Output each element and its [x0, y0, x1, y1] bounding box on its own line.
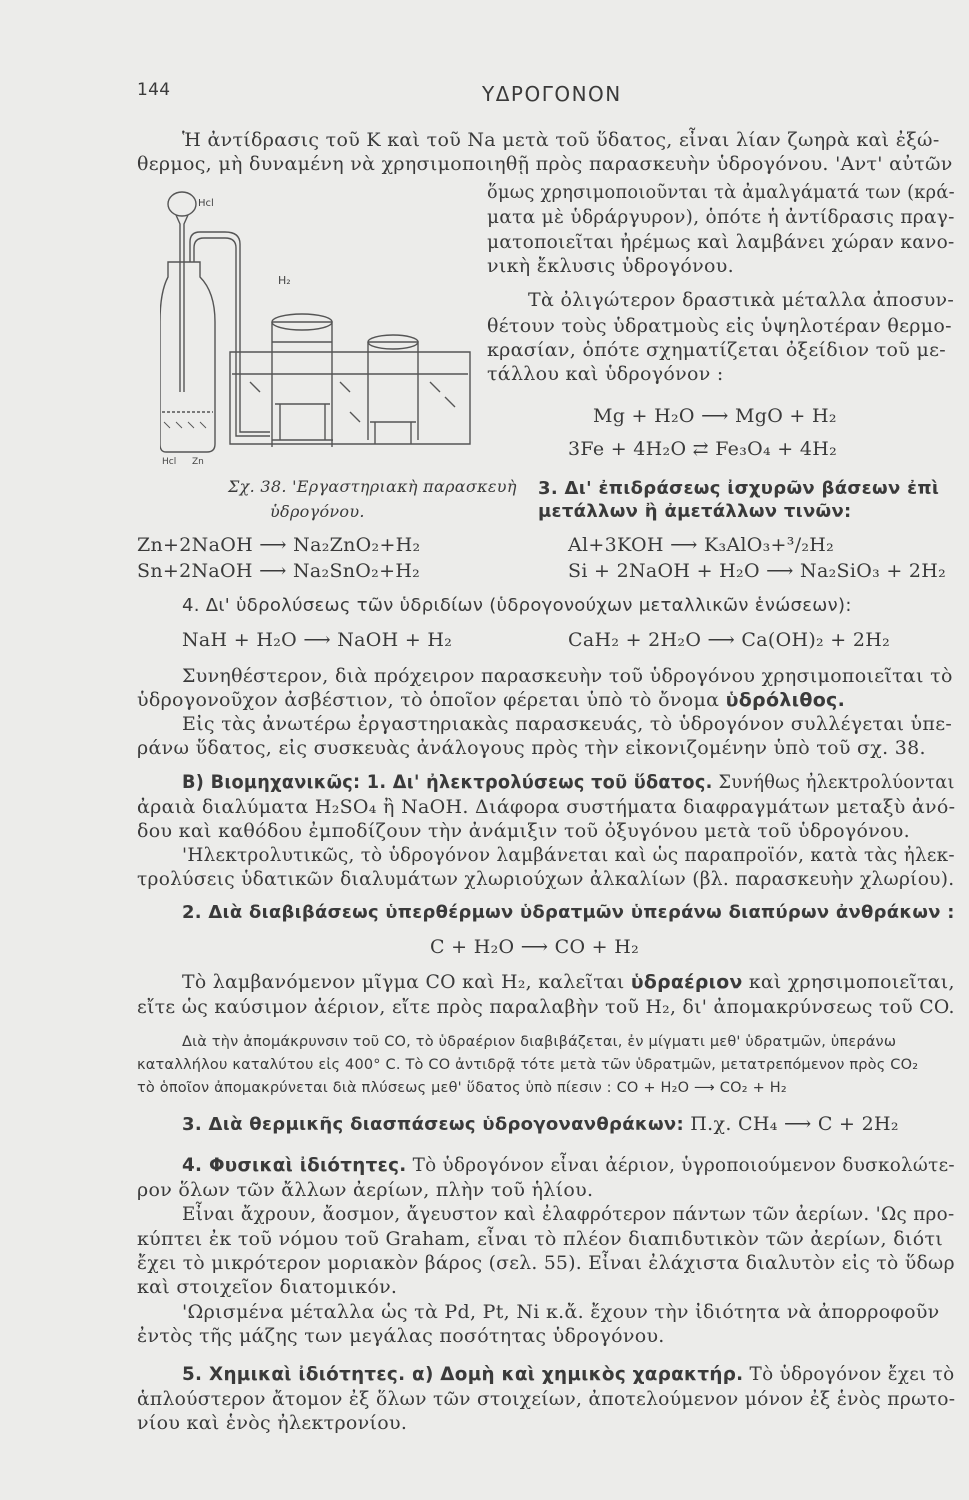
text-line: νικὴ ἔκλυσις ὑδρογόνου. [487, 255, 734, 277]
note-line: Διὰ τὴν ἀπομάκρυνσιν τοῦ CO, τὸ ὑδραέριον διαβιβάζεται, ἐν μίγματι μεθ' ὑδρατμῶν, ὑπεράνω [182, 1034, 897, 1050]
figure-label-h2: H₂ [278, 274, 291, 287]
section-heading: 4. Φυσικαὶ ἰδιότητες. [182, 1154, 407, 1176]
text-line: δου καὶ καθόδου ἐμποδίζουν τὴν ἀνάμιξιν τοῦ ὀξυγόνου μετὰ τοῦ ὑδρογόνου. [137, 820, 910, 842]
section-heading: μετάλλων ἢ ἀμετάλλων τινῶν: [538, 501, 852, 522]
text-line: ἐντὸς τῆς μάζης των μεγάλας ποσότητας ὑδρογόνου. [137, 1325, 665, 1347]
text-line [182, 970, 955, 994]
text-span: Τὸ ὑδρογόνον ἔχει τὸ [743, 1363, 955, 1385]
text-line [182, 770, 955, 794]
text-line: εἴτε ὡς καύσιμον ἀέριον, εἴτε πρὸς παραλαβὴν τοῦ H₂, δι' ἀπομακρύνσεως τοῦ CO. [137, 996, 955, 1018]
text-line [182, 1153, 955, 1177]
text-line: ὅμως χρησιμοποιοῦνται τὰ ἀμαλγάματά των (κρά- [487, 181, 955, 203]
text-line: 'Ηλεκτρολυτικῶς, τὸ ὑδρογόνον λαμβάνεται καὶ ὡς παραπροϊόν, κατὰ τὰς ἠλεκ- [182, 844, 955, 866]
text-line [182, 1362, 954, 1386]
text-line: 'Ωρισμένα μέταλλα ὡς τὰ Pd, Pt, Ni κ.ἄ. ἔχουν τὴν ἰδιότητα νὰ ἀπορροφοῦν [182, 1301, 940, 1323]
text-line: ράνω ὕδατος, εἰς συσκευὰς ἀνάλογους πρὸς τὴν εἰκονιζομένην ὑπὸ τοῦ σχ. 38. [137, 737, 926, 759]
figure-label-zn: Zn [192, 457, 204, 467]
equation: Al+3KOH ⟶ K₃AlO₃+³/₂H₂ [568, 534, 835, 556]
figure-38-apparatus [160, 182, 475, 470]
text-line: Εἶναι ἄχρουν, ἄοσμον, ἄγευστον καὶ ἐλαφρότερον πάντων τῶν ἀερίων. 'Ως προ- [182, 1203, 955, 1225]
text-line: τρολύσεις ὑδατικῶν διαλυμάτων χλωριούχων ἀλκαλίων (βλ. παρασκευὴν χλωρίου). [137, 868, 955, 890]
text-span: Π.χ. CH₄ ⟶ C + 2H₂ [683, 1113, 899, 1135]
text-line: ἀραιὰ διαλύματα H₂SO₄ ἢ NaOH. Διάφορα συστήματα διαφραγμάτων μεταξὺ ἀνό- [137, 796, 956, 818]
section-heading: 3. Δι' ἐπιδράσεως ἰσχυρῶν βάσεων ἐπὶ [538, 478, 940, 499]
text-line: κρασίαν, ὁπότε σχηματίζεται ὀξείδιον τοῦ με- [487, 339, 946, 361]
text-line [182, 1112, 899, 1137]
text-line: Συνηθέστερον, διὰ πρόχειρον παρασκευὴν τοῦ ὑδρογόνου χρησιμοποιεῖται τὸ [182, 665, 953, 687]
note-line: τὸ ὁποῖον ἀπομακρύνεται διὰ πλύσεως μεθ' ὕδατος ὑπὸ πίεσιν : CO + H₂O ⟶ CO₂ + H₂ [137, 1080, 787, 1096]
equation: Zn+2NaOH ⟶ Na₂ZnO₂+H₂ [137, 534, 421, 556]
term-hydrolith: ὑδρόλιθος. [725, 689, 846, 711]
text-line: Ἡ ἀντίδρασις τοῦ K καὶ τοῦ Na μετὰ τοῦ ὕδατος, εἶναι λίαν ζωηρὰ καὶ ἐξώ- [182, 129, 940, 151]
section-heading: B) Βιομηχανικῶς: 1. Δι' ἠλεκτρολύσεως τοῦ ὕδατος. [182, 771, 713, 793]
text-line: ἔχει τὸ μικρότερον μοριακὸν βάρος (σελ. 55). Εἶναι ἐλάχιστα διαλυτὸν εἰς τὸ ὕδωρ [137, 1252, 955, 1274]
text-line: ματοποιεῖται ἠρέμως καὶ λαμβάνει χώραν κανο- [487, 231, 955, 253]
text-line [137, 688, 845, 712]
text-line: κύπτει ἐκ τοῦ νόμου τοῦ Graham, εἶναι τὸ πλέον διαπιδυτικὸν τῶν ἀερίων, διότι [137, 1228, 944, 1250]
section-heading: 4. Δι' ὑδρολύσεως τῶν ὑδριδίων (ὑδρογονούχων μεταλλικῶν ἑνώσεων): [182, 595, 852, 616]
section-heading: 3. Διὰ θερμικῆς διασπάσεως ὑδρογονανθράκων: [182, 1114, 684, 1135]
text-line: θέτουν τοὺς ὑδρατμοὺς εἰς ὑψηλοτέραν θερμο- [487, 315, 952, 337]
equation: Sn+2NaOH ⟶ Na₂SnO₂+H₂ [137, 560, 421, 582]
text-line: τάλλου καὶ ὑδρογόνον : [487, 363, 724, 385]
text-span: Τὸ ὑδρογόνον εἶναι ἀέριον, ὑγροποιούμενον δυσκολώτε- [406, 1154, 955, 1176]
figure-caption: Σχ. 38. 'Εργαστηριακὴ παρασκευὴ [228, 477, 517, 496]
equation: CaH₂ + 2H₂O ⟶ Ca(OH)₂ + 2H₂ [568, 629, 891, 651]
text-line: ματα μὲ ὑδράργυρον), ὁπότε ἡ ἀντίδρασις πραγ- [487, 206, 955, 228]
figure-label-hcl-bottom: Hcl [162, 457, 177, 467]
section-heading: 2. Διὰ διαβιβάσεως ὑπερθέρμων ὑδρατμῶν ὑπεράνω διαπύρων ἀνθράκων : [182, 902, 955, 923]
equation: Mg + H₂O ⟶ MgO + H₂ [593, 405, 837, 427]
text-line: Τὰ ὀλιγώτερον δραστικὰ μέταλλα ἀποσυν- [528, 289, 955, 311]
text-line: καὶ στοιχεῖον διατομικόν. [137, 1276, 398, 1298]
note-line: καταλλήλου καταλύτου εἰς 400° C. Τὸ CO ἀντιδρᾷ τότε μετὰ τῶν ὑδρατμῶν, μετατρεπόμενον πρὸς CO₂ [137, 1057, 919, 1073]
text-span: καὶ χρησιμοποιεῖται, [742, 971, 955, 993]
figure-label-hcl-top: Hcl [198, 198, 214, 209]
section-heading: 5. Χημικαὶ ἰδιότητες. α) Δομὴ καὶ χημικὸς χαρακτήρ. [182, 1363, 744, 1385]
text-line: ἁπλούστερον ἄτομον ἐξ ὅλων τῶν στοιχείων, ἀποτελούμενον μόνον ἐξ ἑνὸς πρωτο- [137, 1388, 956, 1410]
running-header: ΥΔΡΟΓΟΝΟΝ [482, 82, 622, 106]
equation: 3Fe + 4H₂O ⇄ Fe₃O₄ + 4H₂ [568, 438, 837, 460]
figure-caption: ὑδρογόνου. [270, 502, 365, 521]
equation: NaH + H₂O ⟶ NaOH + H₂ [182, 629, 453, 651]
text-line: Εἰς τὰς ἀνωτέρω ἐργαστηριακὰς παρασκευάς, τὸ ὑδρογόνον συλλέγεται ὑπε- [182, 713, 953, 735]
text-span: Τὸ λαμβανόμενον μῖγμα CO καὶ H₂, καλεῖται [182, 971, 631, 993]
text-span: ὑδρογονοῦχον ἀσβέστιον, τὸ ὁποῖον φέρεται ὑπὸ τὸ ὄνομα [137, 689, 726, 711]
text-span: Συνήθως ἠλεκτρολύονται [712, 771, 955, 793]
equation: C + H₂O ⟶ CO + H₂ [430, 936, 640, 958]
term-water-gas: ὑδραέριον [630, 971, 743, 993]
equation: Si + 2NaOH + H₂O ⟶ Na₂SiO₃ + 2H₂ [568, 560, 947, 582]
text-line: ρον ὅλων τῶν ἄλλων ἀερίων, πλὴν τοῦ ἡλίου. [137, 1179, 594, 1201]
text-line: θερμος, μὴ δυναμένη νὰ χρησιμοποιηθῇ πρὸς παρασκευὴν ὑδρογόνου. 'Αντ' αὐτῶν [137, 153, 953, 175]
page-number: 144 [137, 80, 171, 100]
text-line: νίου καὶ ἑνὸς ἠλεκτρονίου. [137, 1412, 408, 1434]
